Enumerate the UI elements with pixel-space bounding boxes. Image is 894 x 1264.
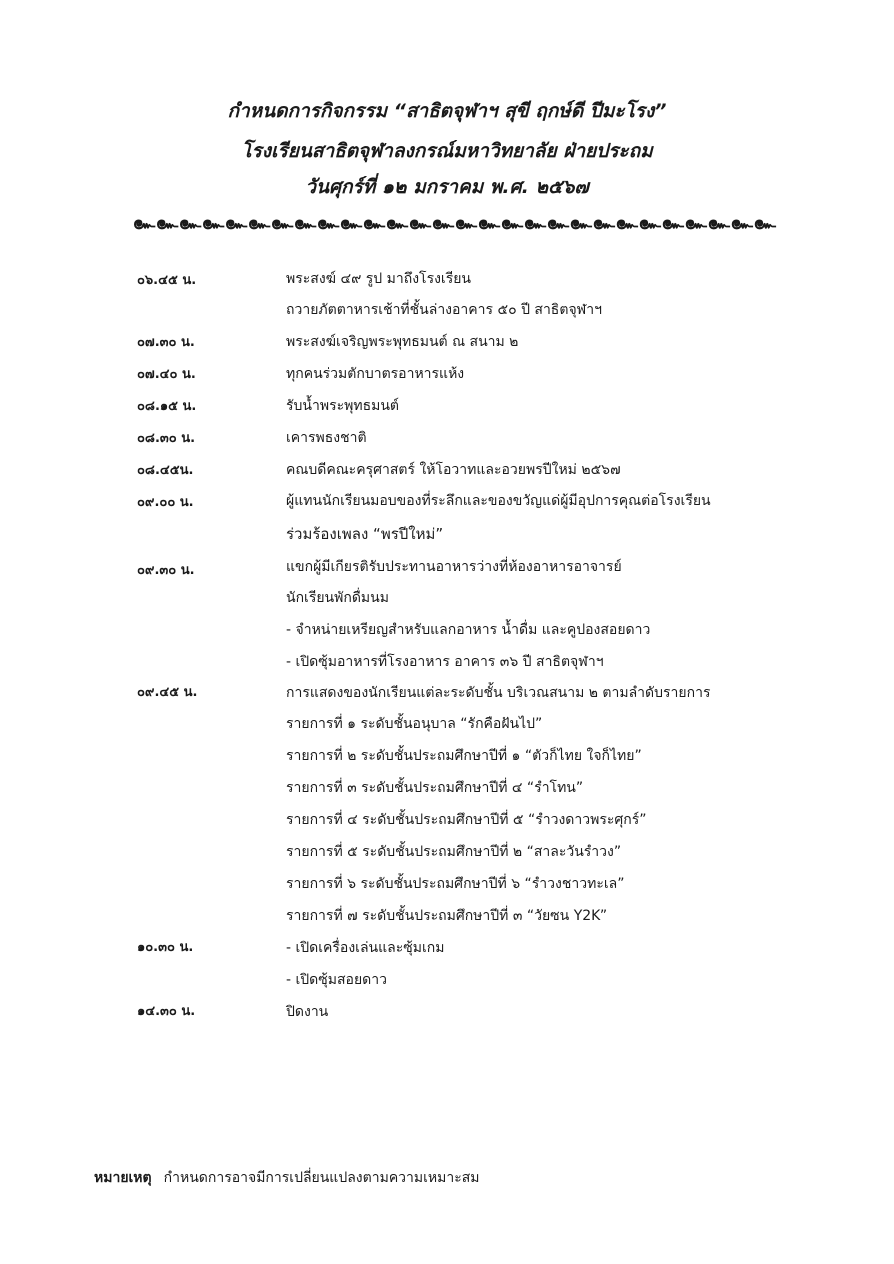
schedule-line: คณบดีคณะครุศาสตร์ ให้โอวาทและอวยพรปีใหม่ ๒๕๖๗ xyxy=(286,462,621,478)
schedule-line: การแสดงของนักเรียนแต่ละระดับชั้น บริเวณสนาม ๒ ตามลำดับรายการ xyxy=(286,685,711,701)
time-0645: ๐๖.๔๕ น. xyxy=(137,273,197,288)
schedule-line: แขกผู้มีเกียรติรับประทานอาหารว่างที่ห้องอาหารอาจารย์ xyxy=(286,559,622,575)
schedule-line: พระสงฆ์ ๔๙ รูป มาถึงโรงเรียน xyxy=(286,271,472,287)
schedule-line: - เปิดซุ้มอาหารที่โรงอาหาร อาคาร ๓๖ ปี สาธิตจุฬาฯ xyxy=(286,654,604,670)
note-text: กำหนดการอาจมีการเปลี่ยนแปลงตามความเหมาะสม xyxy=(163,1170,480,1186)
performance-item: รายการที่ ๕ ระดับชั้นประถมศึกษาปีที่ ๒ “สาละวันรำวง” xyxy=(286,844,622,860)
time-0845: ๐๘.๔๕น. xyxy=(137,463,194,478)
schedule-line: - เปิดเครื่องเล่นและซุ้มเกม xyxy=(286,940,445,956)
performance-item: รายการที่ ๗ ระดับชั้นประถมศึกษาปีที่ ๓ “วัยซน Y2K” xyxy=(286,908,608,924)
document-title: กำหนดการกิจกรรม “สาธิตจุฬาฯ สุขี ฤกษ์ดี ปีมะโรง” xyxy=(227,100,667,122)
ornament-divider: ๛๛๛๛๛๛๛๛๛๛๛๛๛๛๛๛๛๛๛๛๛๛๛๛๛๛๛๛ xyxy=(133,212,777,234)
schedule-line: ร่วมร้องเพลง “พรปีใหม่” xyxy=(286,525,444,543)
time-1030: ๑๐.๓๐ น. xyxy=(137,940,194,955)
time-0730: ๐๗.๓๐ น. xyxy=(137,335,195,350)
schedule-line: ถวายภัตตาหารเช้าที่ชั้นล่างอาคาร ๕๐ ปี สาธิตจุฬาฯ xyxy=(286,302,602,318)
schedule-line: รับน้ำพระพุทธมนต์ xyxy=(286,398,399,414)
school-name: โรงเรียนสาธิตจุฬาลงกรณ์มหาวิทยาลัย ฝ่ายประถม xyxy=(241,140,653,162)
performance-item: รายการที่ ๒ ระดับชั้นประถมศึกษาปีที่ ๑ “ตัวก็ไทย ใจก็ไทย” xyxy=(286,748,642,764)
schedule-line: ทุกคนร่วมตักบาตรอาหารแห้ง xyxy=(286,366,465,382)
time-0900: ๐๙.๐๐ น. xyxy=(137,495,194,510)
schedule-line: - เปิดซุ้มสอยดาว xyxy=(286,972,387,988)
schedule-line: ผู้แทนนักเรียนมอบของที่ระลึกและของขวัญแด่ผู้มีอุปการคุณต่อโรงเรียน xyxy=(286,493,711,509)
schedule-line: พระสงฆ์เจริญพระพุทธมนต์ ณ สนาม ๒ xyxy=(286,334,519,350)
time-0740: ๐๗.๔๐ น. xyxy=(137,367,196,382)
note-label: หมายเหตุ xyxy=(94,1170,152,1186)
time-1430: ๑๔.๓๐ น. xyxy=(137,1004,196,1019)
performance-item: รายการที่ ๑ ระดับชั้นอนุบาล “รักคือฝันไป” xyxy=(286,716,543,732)
schedule-line: - จำหน่ายเหรียญสำหรับแลกอาหาร น้ำดื่ม และคูปองสอยดาว xyxy=(286,622,651,638)
schedule-line: นักเรียนพักดื่มนม xyxy=(286,590,389,606)
time-0830: ๐๘.๓๐ น. xyxy=(137,431,196,446)
performance-item: รายการที่ ๓ ระดับชั้นประถมศึกษาปีที่ ๔ “รำโทน” xyxy=(286,780,584,796)
time-0945: ๐๙.๔๕ น. xyxy=(137,685,198,700)
time-0815: ๐๘.๑๕ น. xyxy=(137,399,197,414)
schedule-line: เคารพธงชาติ xyxy=(286,430,367,446)
footer-note xyxy=(94,1168,480,1188)
schedule-line: ปิดงาน xyxy=(286,1004,329,1020)
performance-item: รายการที่ ๖ ระดับชั้นประถมศึกษาปีที่ ๖ “รำวงชาวทะเล” xyxy=(286,876,625,892)
event-date: วันศุกร์ที่ ๑๒ มกราคม พ.ศ. ๒๕๖๗ xyxy=(305,176,589,198)
performance-item: รายการที่ ๔ ระดับชั้นประถมศึกษาปีที่ ๕ “รำวงดาวพระศุกร์” xyxy=(286,812,647,828)
time-0930: ๐๙.๓๐ น. xyxy=(137,563,195,578)
